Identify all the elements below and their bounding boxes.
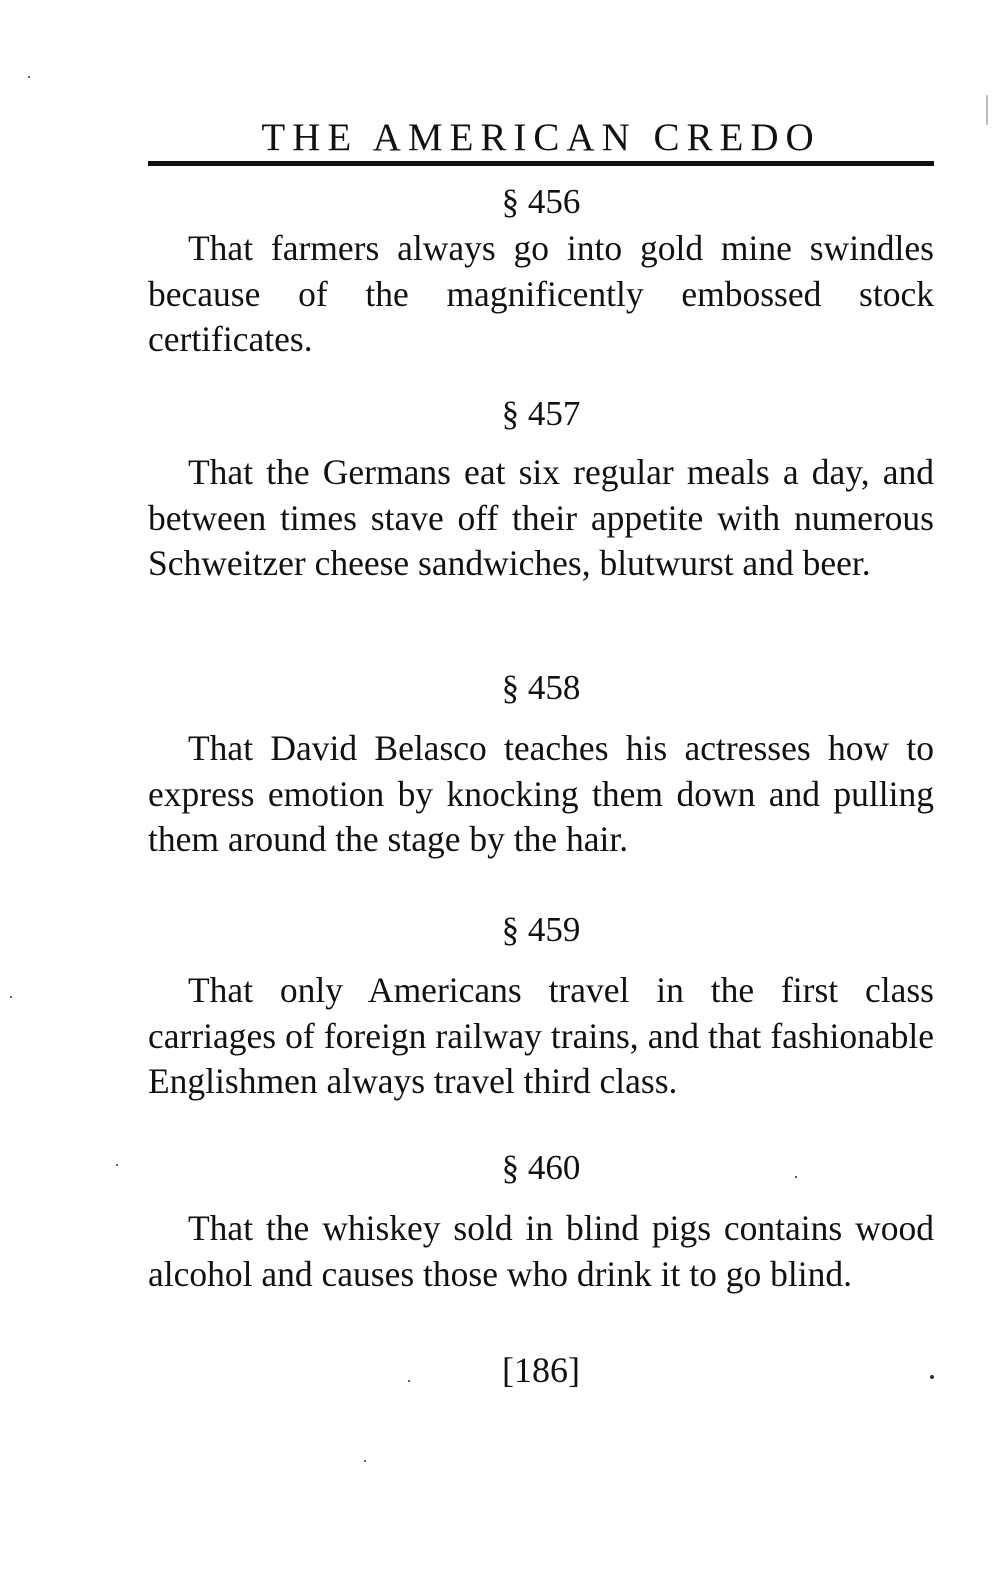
scan-edge-mark: [986, 95, 988, 125]
running-head: THE AMERICAN CREDO: [261, 116, 821, 159]
entry-text-458: That David Belasco teaches his actresses how to express emotion by knocking them down and pulling them around the stage by the hair.: [148, 728, 934, 859]
page-number: [186]: [502, 1350, 580, 1390]
section-heading-456: § 456: [501, 182, 581, 221]
section-heading-457: § 457: [501, 394, 581, 433]
scan-speck: [364, 1460, 366, 1462]
entry-text-459: That only Americans travel in the first class carriages of foreign railway trains, and that fashionable Englishmen always travel third class.: [148, 970, 934, 1101]
entry-text-460: That the whiskey sold in blind pigs contains wood alcohol and causes those who drink it to go blind.: [148, 1208, 934, 1294]
section-heading-460: § 460: [501, 1148, 581, 1187]
scan-speck: [930, 1375, 934, 1379]
section-heading-459: § 459: [501, 910, 581, 949]
scan-speck: [116, 1164, 118, 1166]
scan-speck: [408, 1380, 410, 1382]
scan-speck: [10, 996, 12, 998]
scan-speck: [795, 1176, 797, 1178]
section-heading-458: § 458: [501, 668, 581, 707]
entry-text-456: That farmers always go into gold mine swindles because of the magnificently embossed stock certificates.: [148, 228, 934, 359]
scan-speck: [28, 76, 30, 78]
entry-text-457: That the Germans eat six regular meals a day, and between times stave off their appetite with numerous Schweitzer cheese sandwiches, blutwurst and beer.: [148, 452, 934, 583]
header-rule: [148, 161, 934, 166]
